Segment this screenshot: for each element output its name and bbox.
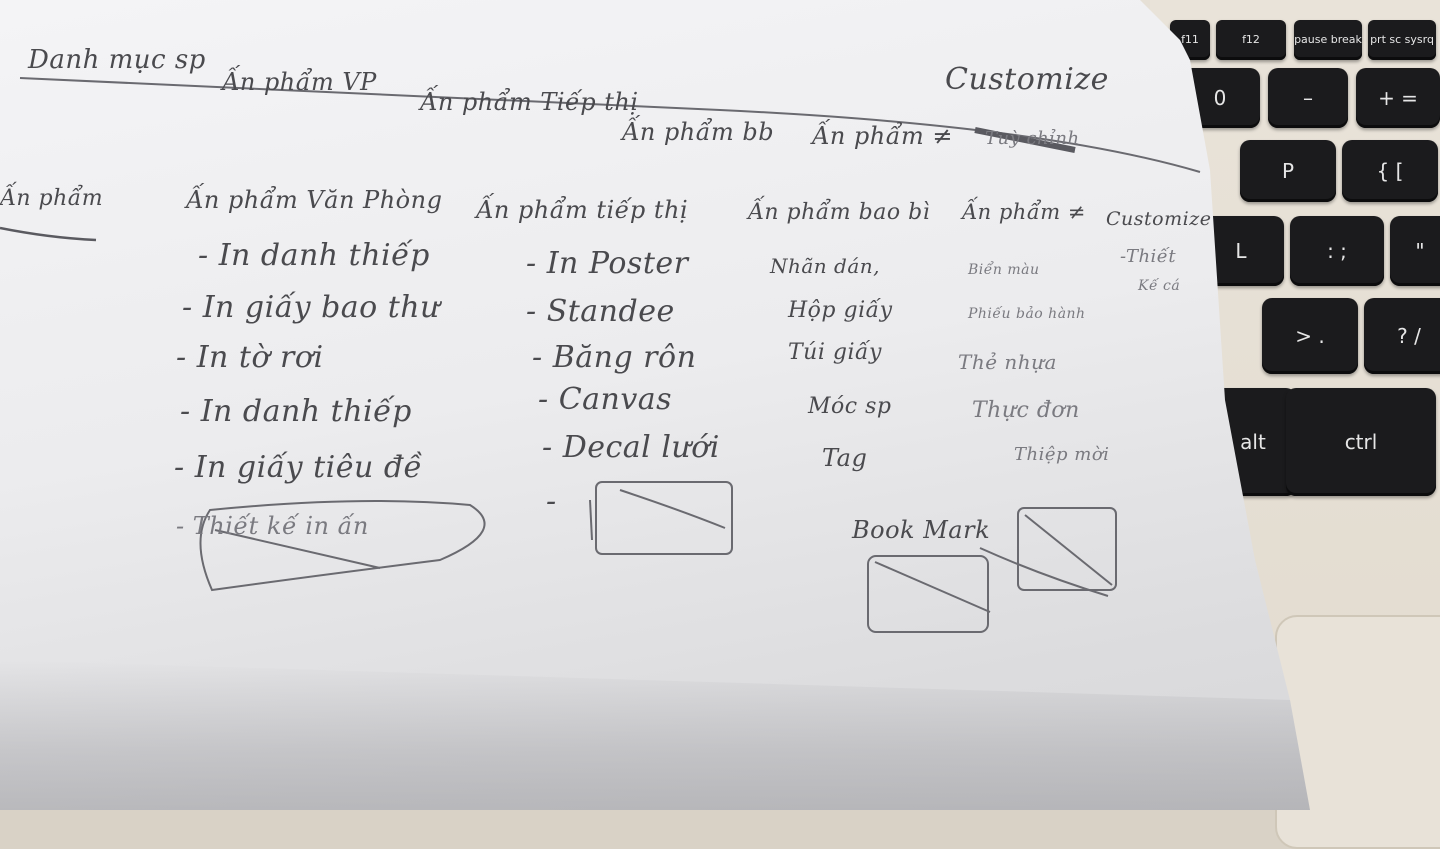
bookmark-sketch-diagonal [875, 562, 990, 612]
row-label: Ấn phẩm [0, 186, 104, 211]
column-heading-marketing: Ấn phẩm tiếp thị [476, 196, 689, 224]
dash: - [526, 246, 537, 281]
item-label: Thiết kế in ấn [192, 512, 369, 540]
customize-item-1: -Thiết [1120, 246, 1177, 267]
key-label: { [ [1376, 158, 1404, 183]
key-label: f12 [1242, 33, 1260, 47]
header-item-customize: Customize [945, 62, 1109, 97]
header-item-vp: Ấn phẩm VP [222, 68, 377, 96]
packaging-item-5: Tag [822, 444, 868, 472]
key-label: L [1235, 238, 1247, 263]
key-label: pause break [1294, 33, 1362, 47]
key-label: : ; [1327, 238, 1347, 263]
item-label: Băng rôn [552, 340, 697, 375]
column-heading-packaging: Ấn phẩm bao bì [748, 200, 931, 225]
column-heading-other: Ấn phẩm ≠ [962, 200, 1086, 224]
dash: - [176, 340, 187, 375]
dash: - [176, 512, 185, 540]
dash: - [174, 450, 185, 485]
marketing-item-2 [526, 294, 675, 329]
sketch-side [590, 500, 592, 540]
office-item-4 [180, 394, 412, 429]
office-item-1 [198, 238, 430, 273]
key-label: " [1415, 238, 1425, 263]
dash: - [182, 290, 193, 325]
item-label: In giấy tiêu đề [194, 450, 423, 485]
dash: - [538, 382, 549, 417]
key-label: > . [1295, 323, 1325, 348]
dash: - [526, 294, 537, 329]
column-heading-customize: Customize [1106, 208, 1212, 230]
marketing-item-3 [532, 340, 696, 375]
header-item-tiep-thi: Ấn phẩm Tiếp thị [420, 88, 639, 116]
office-crossed-item [176, 512, 369, 540]
dash: - [198, 238, 209, 273]
item-label: Thiết [1125, 246, 1177, 267]
packaging-item-4: Móc sp [808, 394, 892, 419]
key-label: + = [1378, 85, 1418, 110]
key-label: 0 [1213, 85, 1227, 110]
marketing-dash: - [546, 484, 557, 519]
key-label: ? / [1397, 323, 1421, 348]
dash: - [180, 394, 191, 429]
dash: - [542, 430, 553, 465]
item-label: In Poster [546, 246, 689, 281]
marketing-item-1 [526, 246, 688, 281]
item-label: In tờ rơi [196, 340, 324, 375]
item-label: Decal lưới [562, 430, 720, 465]
header-item-other: Ấn phẩm ≠ [812, 122, 953, 150]
key-label: – [1303, 85, 1313, 110]
connector-line [980, 548, 1108, 596]
other-item-1: Biển màu [968, 262, 1040, 278]
second-sketch-diagonal [1025, 515, 1112, 585]
dash: - [532, 340, 543, 375]
key-label: f11 [1181, 33, 1199, 47]
marketing-item-5 [542, 430, 720, 465]
packaging-item-1: Nhãn dán, [770, 254, 881, 278]
column-heading-office: Ấn phẩm Văn Phòng [186, 186, 443, 214]
key-label: ctrl [1344, 429, 1378, 454]
sketch-box [596, 482, 732, 554]
office-item-5 [174, 450, 423, 485]
customize-item-2: Kế cá [1138, 278, 1181, 294]
office-item-3 [176, 340, 324, 375]
other-item-4: Thực đơn [972, 398, 1080, 423]
header-title: Danh mục sp [28, 45, 206, 75]
packaging-item-3: Túi giấy [788, 340, 882, 365]
packaging-item-2: Hộp giấy [788, 298, 893, 323]
item-label: Canvas [558, 382, 673, 417]
item-label: In giấy bao thư [202, 290, 440, 325]
key-label: prt sc sysrq [1370, 33, 1434, 47]
other-item-3: Thẻ nhựa [958, 350, 1057, 374]
packaging-bookmark: Book Mark [852, 516, 991, 544]
office-item-2 [182, 290, 440, 325]
key-label: P [1281, 158, 1295, 183]
header-crossed-word: Tuỳ chỉnh [985, 128, 1080, 149]
item-label: Standee [546, 294, 675, 329]
other-item-2: Phiếu bảo hành [968, 306, 1086, 322]
item-label: In danh thiếp [200, 394, 412, 429]
header-item-bb: Ấn phẩm bb [622, 118, 775, 146]
row-label-underline [0, 228, 96, 240]
key-label: alt [1240, 429, 1266, 454]
other-item-5: Thiệp mời [1014, 444, 1110, 465]
sketch-diagonal [620, 490, 725, 528]
item-label: In danh thiếp [218, 238, 430, 273]
marketing-item-4 [538, 382, 672, 417]
